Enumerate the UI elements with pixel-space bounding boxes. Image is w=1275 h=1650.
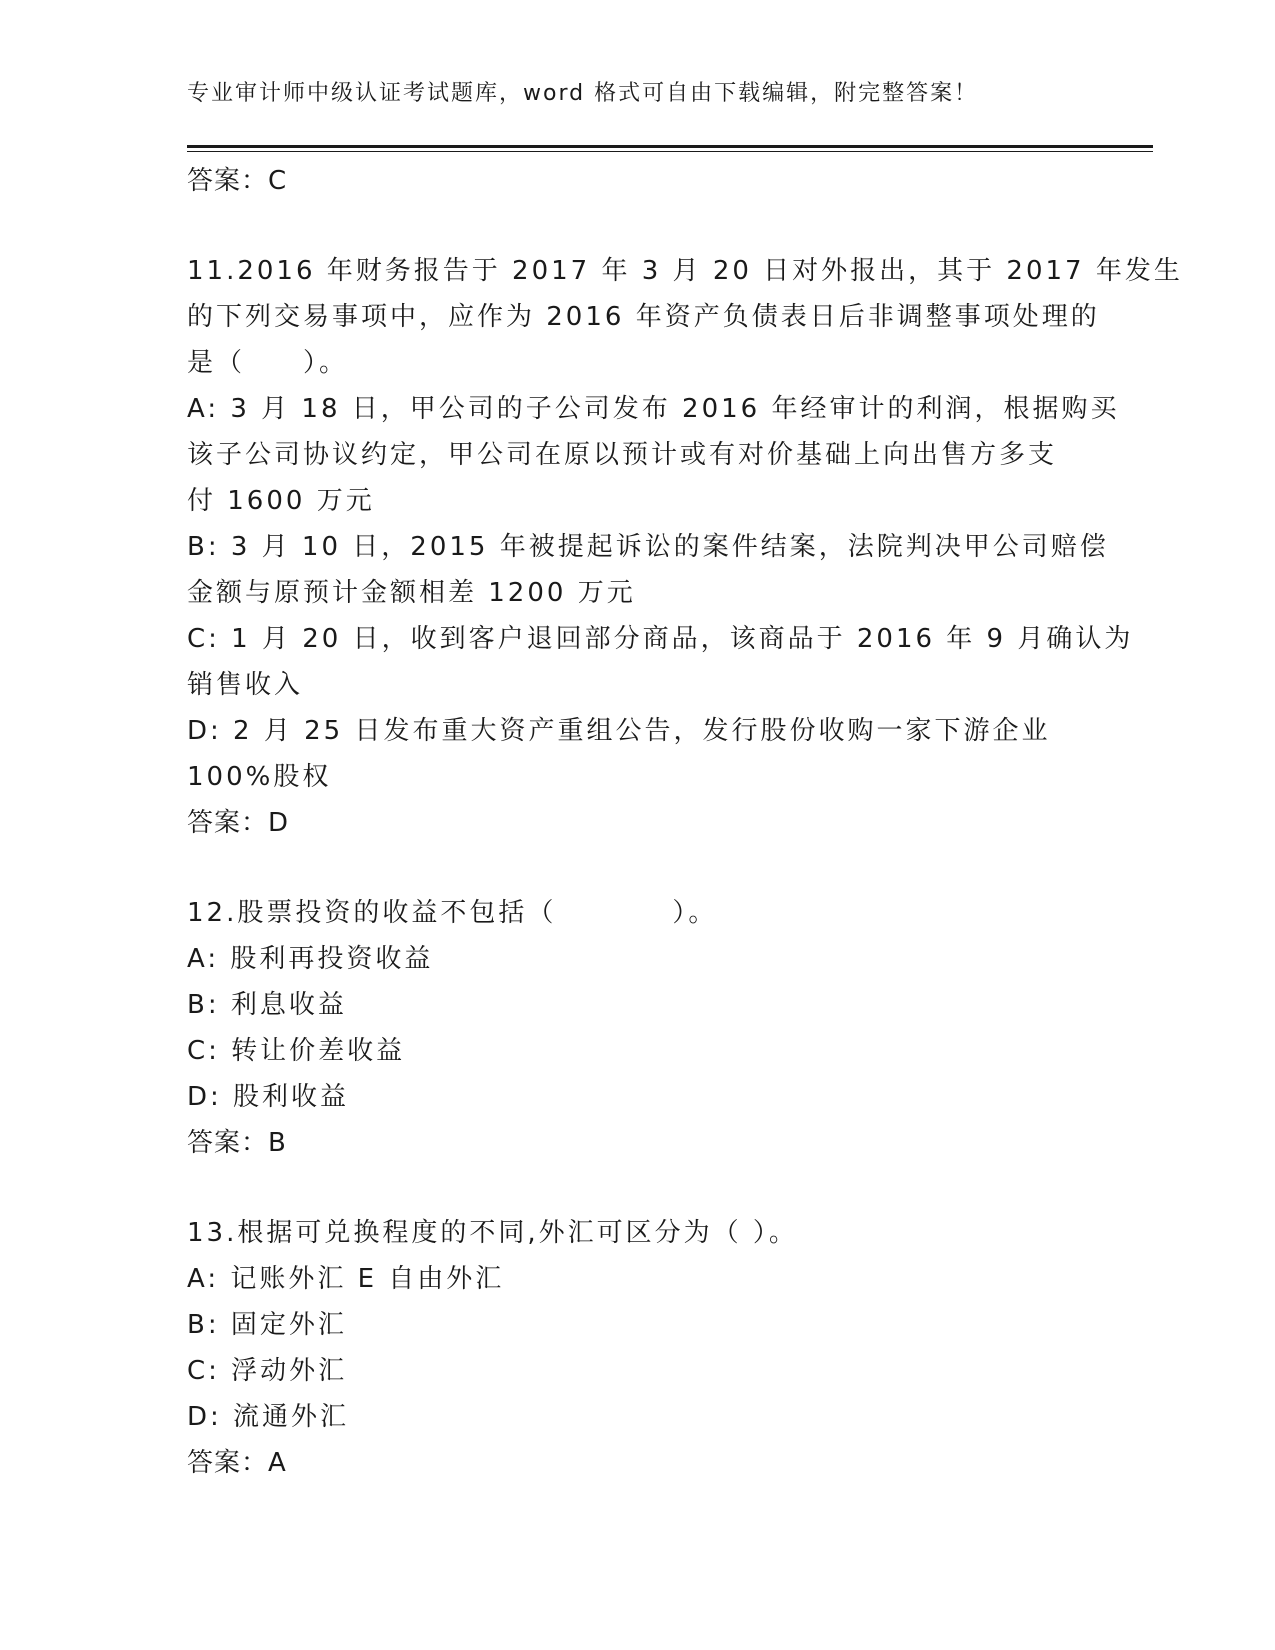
option-c-line: C: 1 月 20 日，收到客户退回部分商品，该商品于 2016 年 9 月确认为 bbox=[187, 624, 1134, 654]
option-b-line: B: 固定外汇 bbox=[187, 1310, 347, 1340]
question-stem-line: 12.股票投资的收益不包括（ ）。 bbox=[187, 898, 718, 928]
document-body bbox=[187, 158, 1183, 1486]
option-c-line: 销售收入 bbox=[187, 670, 304, 700]
question-stem-line: 的下列交易事项中，应作为 2016 年资产负债表日后非调整事项处理的 bbox=[187, 302, 1100, 332]
option-a-line: A: 记账外汇 E 自由外汇 bbox=[187, 1264, 505, 1294]
option-d-line: D: 2 月 25 日发布重大资产重组公告，发行股份收购一家下游企业 bbox=[187, 716, 1051, 746]
question-12 bbox=[187, 890, 1077, 1166]
option-b-line: B: 3 月 10 日，2015 年被提起诉讼的案件结案，法院判决甲公司赔偿 bbox=[187, 532, 1109, 562]
option-d-line: D: 股利收益 bbox=[187, 1082, 350, 1112]
question-11 bbox=[187, 248, 1183, 846]
spacer bbox=[187, 204, 1077, 248]
question-stem-line: 11.2016 年财务报告于 2017 年 3 月 20 日对外报出，其于 2017 年发生 bbox=[187, 256, 1183, 286]
page-header: 专业审计师中级认证考试题库，word 格式可自由下载编辑，附完整答案！ bbox=[187, 81, 979, 106]
option-a-line: A: 股利再投资收益 bbox=[187, 944, 434, 974]
option-d-line: 100%股权 bbox=[187, 762, 332, 792]
option-b-line: 金额与原预计金额相差 1200 万元 bbox=[187, 578, 636, 608]
option-a-line: A: 3 月 18 日，甲公司的子公司发布 2016 年经审计的利润，根据购买 bbox=[187, 394, 1120, 424]
question-stem-line: 13.根据可兑换程度的不同,外汇可区分为（ ）。 bbox=[187, 1218, 798, 1248]
answer: 答案：B bbox=[187, 1128, 287, 1158]
header-rule-thin bbox=[187, 151, 1153, 152]
option-a-line: 该子公司协议约定，甲公司在原以预计或有对价基础上向出售方多支 bbox=[187, 440, 1058, 470]
header-rule-thick bbox=[187, 145, 1153, 148]
question-stem-line: 是（ ）。 bbox=[187, 348, 349, 378]
spacer bbox=[187, 846, 1077, 890]
answer: 答案：A bbox=[187, 1448, 287, 1478]
option-c-line: C: 转让价差收益 bbox=[187, 1036, 406, 1066]
question-13 bbox=[187, 1210, 1077, 1486]
option-a-line: 付 1600 万元 bbox=[187, 486, 375, 516]
previous-answer: 答案：C bbox=[187, 166, 288, 196]
answer: 答案：D bbox=[187, 808, 290, 838]
spacer bbox=[187, 1166, 1077, 1210]
option-b-line: B: 利息收益 bbox=[187, 990, 347, 1020]
option-d-line: D: 流通外汇 bbox=[187, 1402, 350, 1432]
option-c-line: C: 浮动外汇 bbox=[187, 1356, 348, 1386]
